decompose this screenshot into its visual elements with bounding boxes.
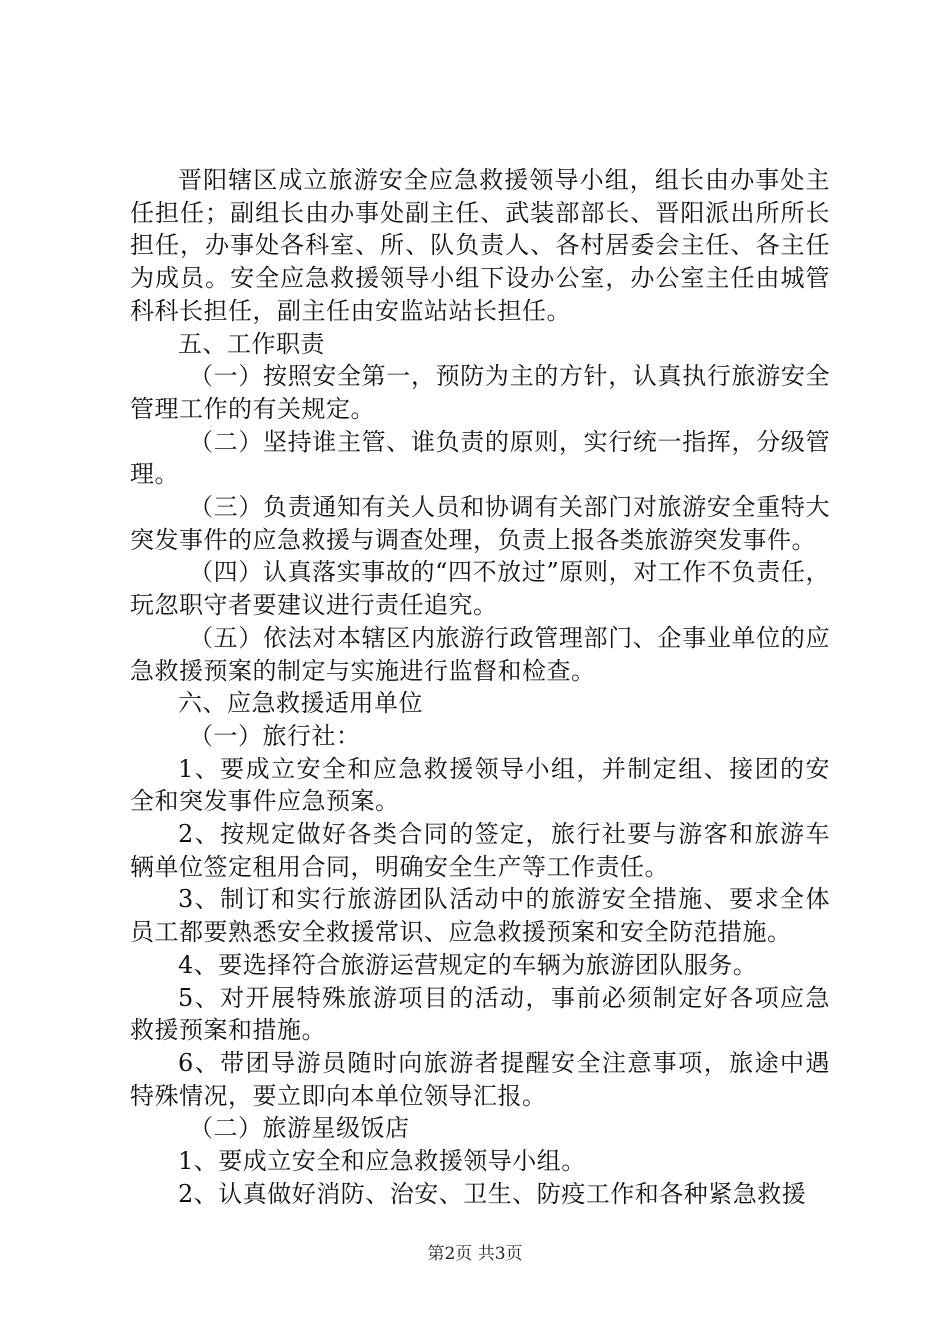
duty-item-1: （一）按照安全第一，预防为主的方针，认真执行旅游安全管理工作的有关规定。: [130, 362, 830, 423]
duty-item-5: （五）依法对本辖区内旅游行政管理部门、企事业单位的应急救援预案的制定与实施进行监督和检查。: [130, 623, 830, 685]
duty-item-2: （二）坚持谁主管、谁负责的原则，实行统一指挥，分级管理。: [130, 427, 830, 489]
hotel-item-1: 1、要成立安全和应急救援领导小组。: [178, 1147, 586, 1176]
section-heading-work-duties: 五、工作职责: [178, 329, 325, 358]
page-number-footer: 第2页 共3页: [427, 1244, 523, 1264]
section-heading-applicable-units: 六、应急救援适用单位: [178, 689, 423, 718]
subsection-star-hotel: （二）旅游星级饭店: [189, 1114, 410, 1143]
agency-item-1: 1、要成立安全和应急救援领导小组，并制定组、接团的安全和突发事件应急预案。: [130, 754, 830, 816]
agency-item-6: 6、带团导游员随时向旅游者提醒安全注意事项，旅途中遇特殊情况，要立即向本单位领导汇报。: [130, 1048, 830, 1110]
duty-item-3: （三）负责通知有关人员和协调有关部门对旅游安全重特大突发事件的应急救援与调查处理，负责上报各类旅游突发事件。: [130, 493, 830, 554]
agency-item-2: 2、按规定做好各类合同的签定，旅行社要与游客和旅游车辆单位签定租用合同，明确安全生产等工作责任。: [130, 820, 830, 881]
document-body: [130, 164, 830, 1211]
agency-item-5: 5、对开展特殊旅游项目的活动，事前必须制定好各项应急救援预案和措施。: [130, 983, 830, 1045]
agency-item-4: 4、要选择符合旅游运营规定的车辆为旅游团队服务。: [178, 950, 758, 979]
duty-item-4: （四）认真落实事故的“四不放过”原则，对工作不负责任，玩忽职守者要建议进行责任追究。: [130, 558, 830, 620]
paragraph-leadership-group: 晋阳辖区成立旅游安全应急救援领导小组，组长由办事处主任担任；副组长由办事处副主任、武装部部长、晋阳派出所所长担任，办事处各科室、所、队负责人、各村居委会主任、各主任为成员。安全应急救援领导小组下设办公室，办公室主任由城管科科长担任，副主任由安监站站长担任。: [130, 166, 830, 325]
hotel-item-2: 2、认真做好消防、治安、卫生、防疫工作和各种紧急救援: [178, 1179, 807, 1208]
subsection-travel-agency: （一）旅行社：: [189, 721, 361, 750]
agency-item-3: 3、制订和实行旅游团队活动中的旅游安全措施、要求全体员工都要熟悉安全救援常识、应急救援预案和安全防范措施。: [130, 885, 830, 947]
